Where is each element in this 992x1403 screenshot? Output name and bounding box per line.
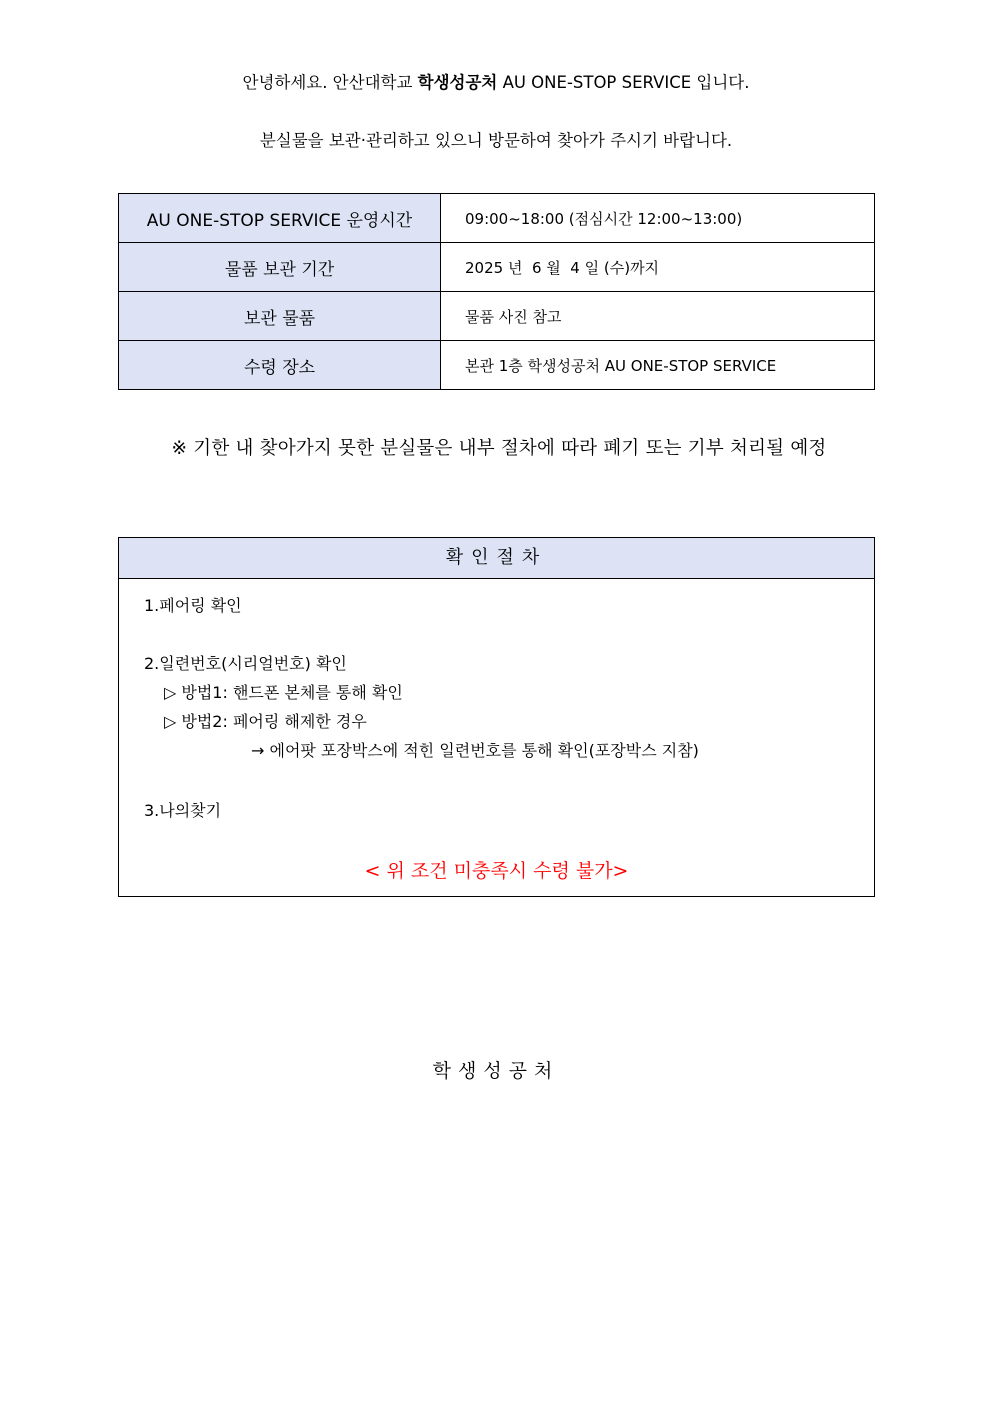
info-table — [118, 193, 875, 390]
intro-line-1 — [0, 69, 992, 93]
intro-org-name: 학생성공처 — [417, 73, 498, 92]
procedure-box — [118, 537, 875, 897]
signature: 학생성공처 — [432, 1060, 560, 1082]
disposal-notice: ※ 기한 내 찾아가지 못한 분실물은 내부 절차에 따라 폐기 또는 기부 처리될 예정 — [171, 438, 827, 459]
row-label-pickup-location: 수령 장소 — [119, 341, 441, 390]
row-value-pickup-location: 본관 1층 학생성공처 AU ONE-STOP SERVICE — [441, 341, 875, 390]
procedure-step-1: 1.페어링 확인 — [144, 596, 242, 615]
procedure-warning: < 위 조건 미충족시 수령 불가> — [364, 860, 629, 882]
intro-line-2: 분실물을 보관·관리하고 있으니 방문하여 찾아가 주시기 바랍니다. — [259, 131, 733, 150]
intro-line-1-prefix: 안녕하세요. 안산대학교 — [242, 73, 418, 92]
procedure-step-3: 3.나의찾기 — [144, 801, 222, 820]
row-value-storage-period: 2025 년 6 월 4 일 (수)까지 — [441, 243, 875, 292]
procedure-step-2: 2.일련번호(시리얼번호) 확인 — [144, 654, 347, 673]
procedure-step-2-method-1: ▷ 방법1: 핸드폰 본체를 통해 확인 — [164, 683, 403, 702]
row-value-operating-hours: 09:00~18:00 (점심시간 12:00~13:00) — [441, 194, 875, 243]
procedure-step-2-method-2-detail: → 에어팟 포장박스에 적힌 일련번호를 통해 확인(포장박스 지참) — [251, 741, 699, 760]
table-row — [119, 194, 875, 243]
intro-line-1-suffix: AU ONE-STOP SERVICE 입니다. — [497, 73, 750, 92]
row-label-operating-hours: AU ONE-STOP SERVICE 운영시간 — [119, 194, 441, 243]
table-row — [119, 341, 875, 390]
procedure-title: 확인절차 — [119, 538, 874, 579]
row-label-stored-items: 보관 물품 — [119, 292, 441, 341]
table-row — [119, 292, 875, 341]
table-row — [119, 243, 875, 292]
row-value-stored-items: 물품 사진 참고 — [441, 292, 875, 341]
procedure-step-2-method-2: ▷ 방법2: 페어링 해제한 경우 — [164, 712, 367, 731]
row-label-storage-period: 물품 보관 기간 — [119, 243, 441, 292]
